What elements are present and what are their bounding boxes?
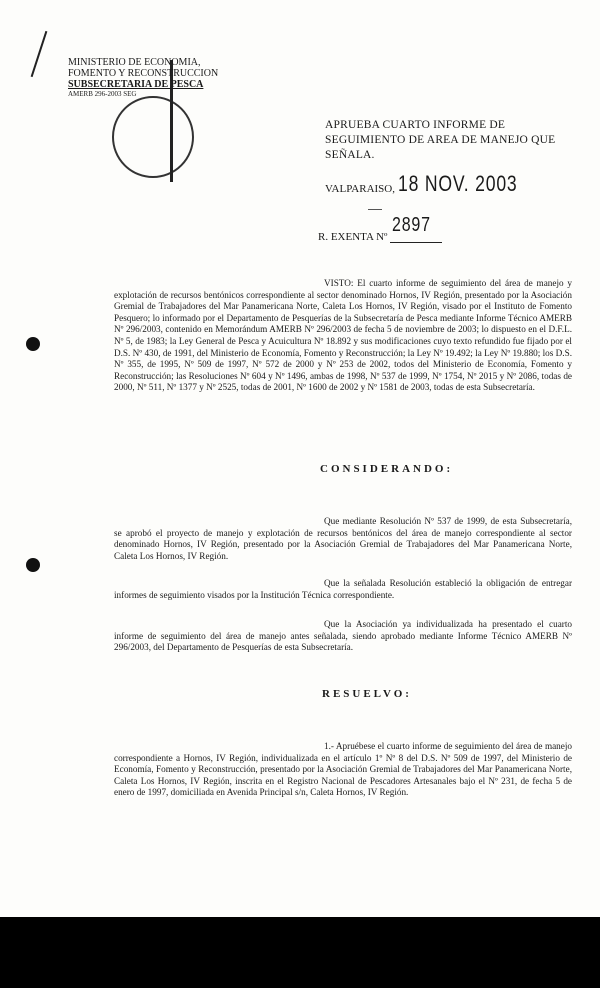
- document-subject: APRUEBA CUARTO INFORME DE SEGUIMIENTO DE AREA DE MANEJO QUE SEÑALA.: [325, 119, 556, 161]
- official-seal: [112, 96, 194, 178]
- divider-dash: [368, 209, 382, 210]
- date-stamp: 18 NOV. 2003: [398, 171, 518, 196]
- punch-hole: [26, 337, 40, 351]
- considerando-item: Que la Asociación ya individualizada ha presentado el cuarto informe de seguimiento del área de manejo antes señalada, siendo aprobado mediante Informe Técnico AMERB Nº 296/2003, del Departamento de Pesquerías de esta Subsecretaría.: [114, 619, 572, 653]
- considerando-item: Que mediante Resolución Nº 537 de 1999, de esta Subsecretaría, se aprobó el proyecto de manejo y explotación de recursos bentónicos del área de manejo correspondiente al sector denominado Hornos, IV Región, presentado por la Asociación Gremial de Trabajadores del Mar Panamericana Norte, Caleta Los Hornos, IV Región.: [114, 516, 572, 561]
- considerando-item: Que la señalada Resolución estableció la obligación de entregar informes de seguimiento visados por la Institución Técnica correspondiente.: [114, 578, 572, 600]
- exenta-underline: [390, 242, 442, 243]
- letterhead-subsecretaria: SUBSECRETARIA DE PESCA: [68, 79, 204, 90]
- letterhead-ministry: MINISTERIO DE ECONOMIA,: [68, 57, 201, 68]
- letterhead-ref: AMERB 296-2003 SEG: [68, 90, 137, 98]
- exenta-label: R. EXENTA Nº: [318, 231, 388, 243]
- resuelvo-item: 1.- Apruébese el cuarto informe de seguimiento del área de manejo correspondiente a Hornos, IV Región, individualizada en el artículo 1º Nº 8 del D.S. Nº 509 de 1997, del Ministerio de Economía, Fomento y Reconstrucción, presentado por la Asociación Gremial de Trabajadores del Mar Panamericana Norte, Caleta Los Hornos, IV Región, inscrita en el Registro Nacional de Pescadores Artesanales bajo el Nº 231, de fecha 5 de enero de 1997, domiciliada en Avenida Principal s/n, Caleta Hornos, IV Región.: [114, 741, 572, 798]
- resuelvo-heading: RESUELVO:: [322, 688, 412, 700]
- letterhead: [68, 57, 218, 99]
- letterhead-ministry-2: FOMENTO Y RECONSTRUCCION: [68, 68, 219, 79]
- visto-paragraph: VISTO: El cuarto informe de seguimiento del área de manejo y explotación de recursos bentónicos correspondiente al sector denominado Hornos, IV Región, presentado por la Asociación Gremial de Trabajadores del Mar Panamericana Norte, Caleta Los Hornos, IV Región, visado por el Instituto de Fomento Pesquero; lo informado por el Departamento de Pesquerías de la Subsecretaría de Pesca mediante Informe Técnico AMERB Nº 296/2003, contenido en Memorándum AMERB Nº 296/2003 de fecha 5 de noviembre de 2003; lo dispuesto en el D.F.L. Nº 5, de 1983; la Ley General de Pesca y Acuicultura Nº 18.892 y sus modificaciones cuyo texto refundido fue fijado por el D.S. Nº 430, de 1991, del Ministerio de Economía, Fomento y Reconstrucción; la Ley Nº 19.492; la Ley Nº 19.880; los D.S. Nº 355, de 1995, Nº 509 de 1997, Nº 572 de 2000 y Nº 253 de 2002, todos del Ministerio de Economía, Fomento y Reconstrucción; las Resoluciones Nº 604 y Nº 1496, ambas de 1998, Nº 537 de 1999, Nº 1754, Nº 2015 y Nº 2086, todas de 2000, Nº 511, Nº 1377 y Nº 2525, todas de 2001, Nº 1600 de 2002 y Nº 1581 de 2003, todas de esta Subsecretaría.: [114, 278, 572, 393]
- considerando-heading: CONSIDERANDO:: [320, 463, 454, 475]
- exenta-number: 2897: [392, 214, 431, 236]
- scan-edge: [0, 917, 600, 988]
- pen-mark: [31, 31, 48, 77]
- punch-hole: [26, 558, 40, 572]
- date-label: VALPARAISO,: [325, 183, 395, 195]
